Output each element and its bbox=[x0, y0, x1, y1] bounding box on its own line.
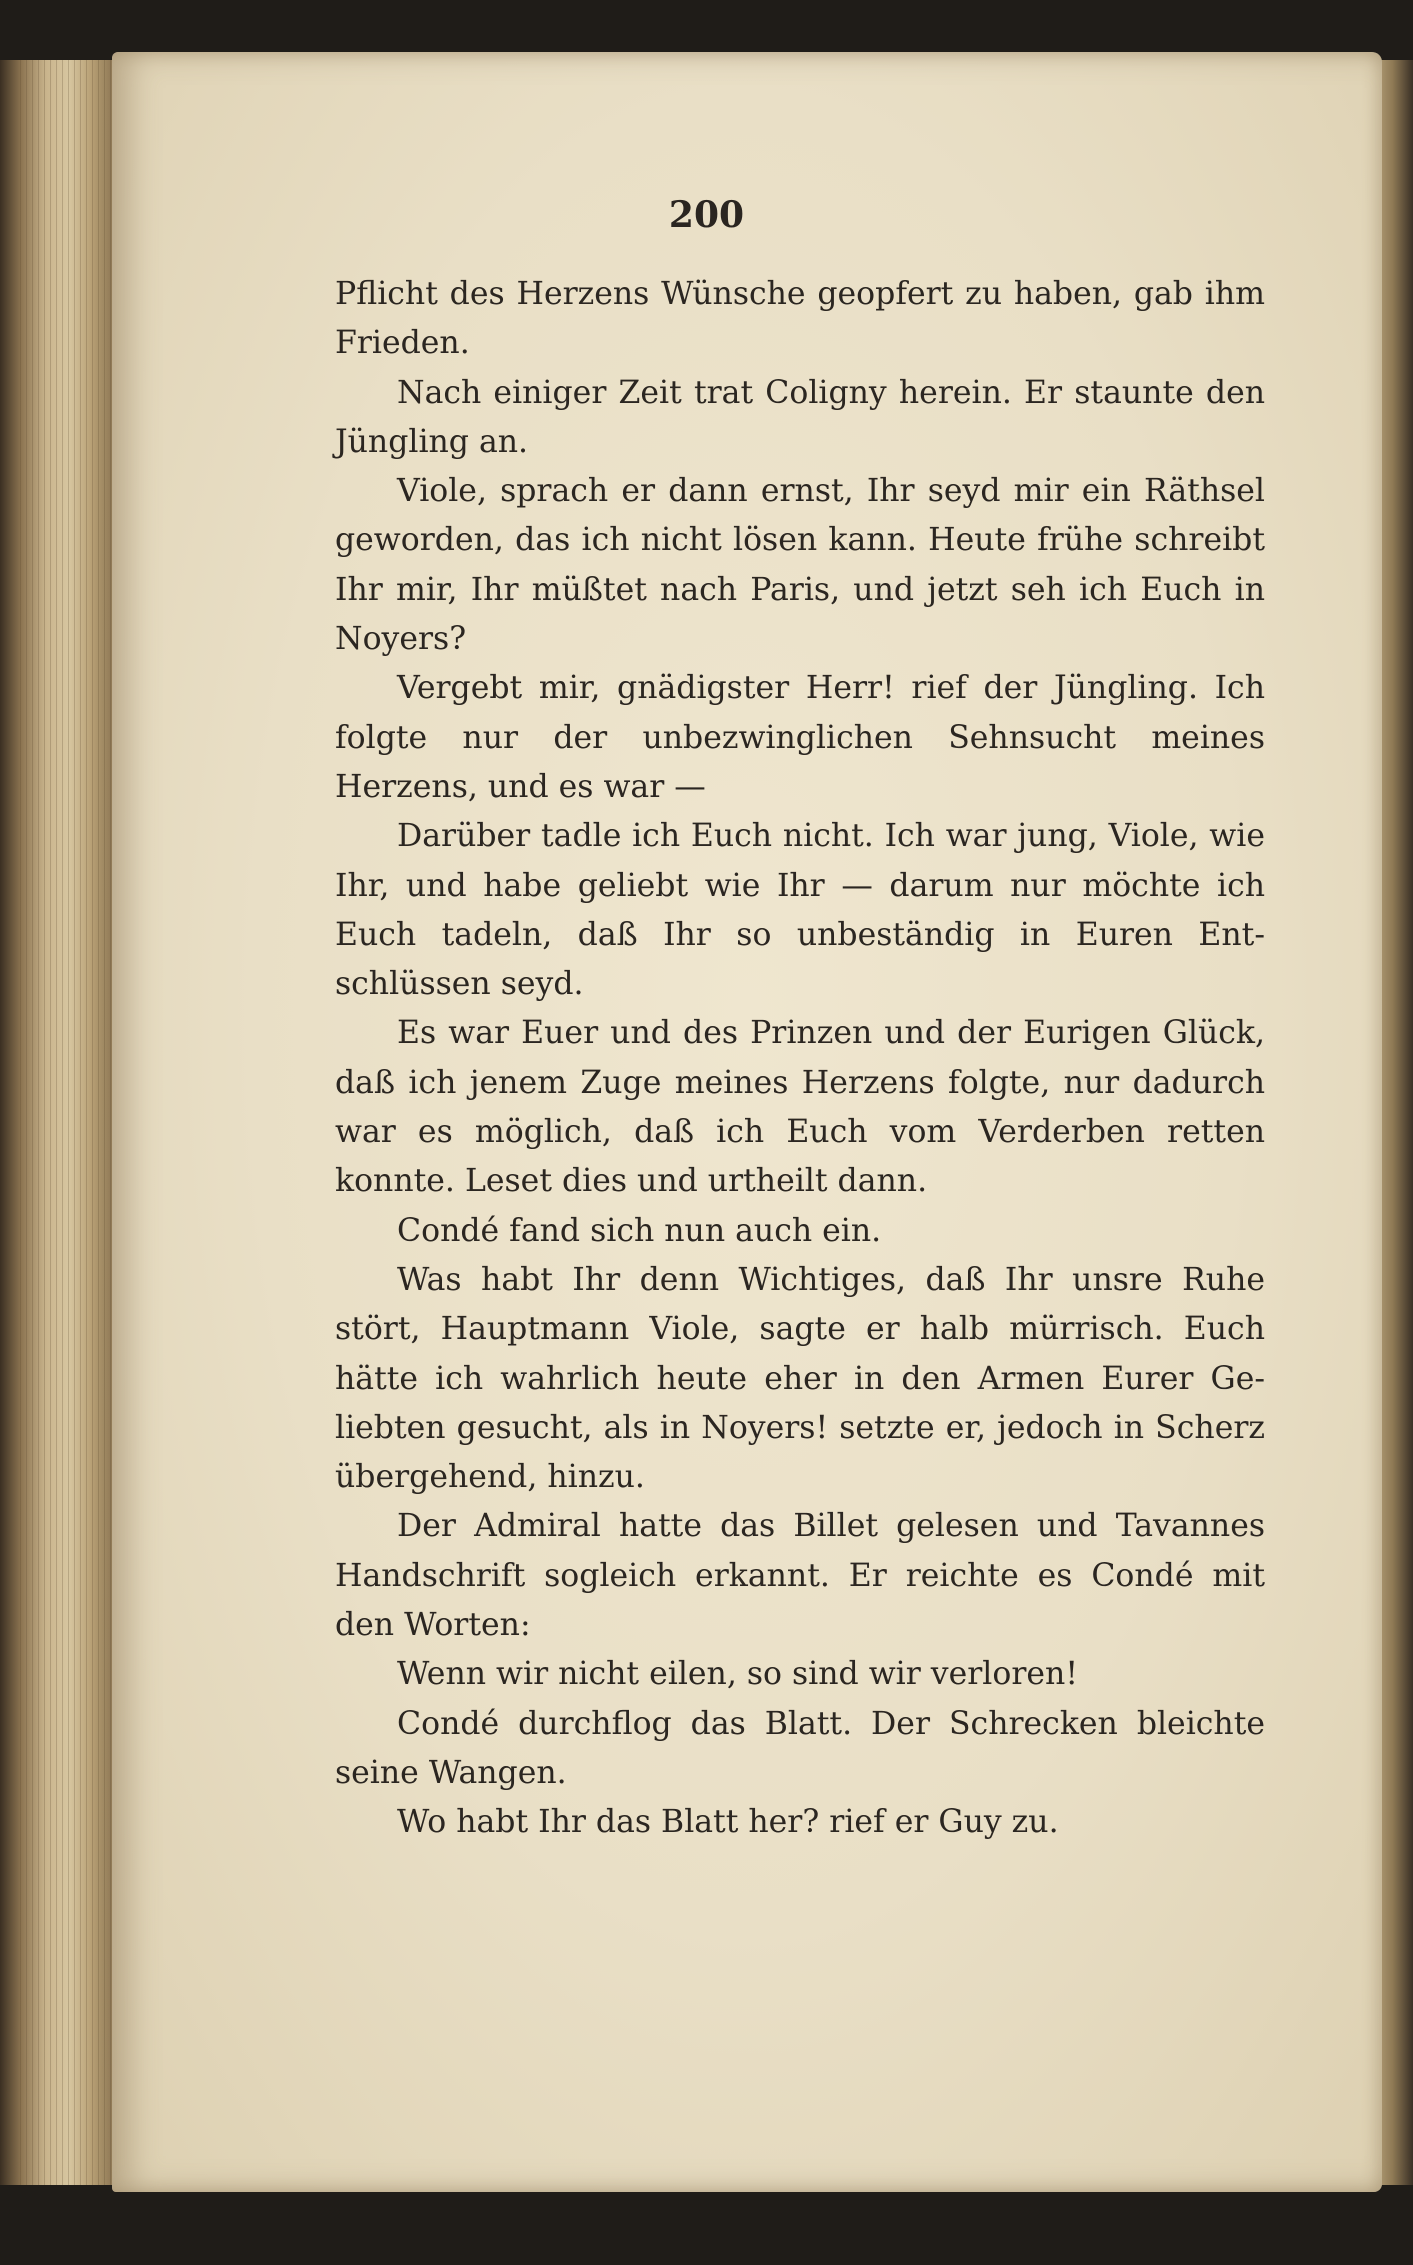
page-number: 200 bbox=[668, 194, 745, 236]
paragraph: Was habt Ihr denn Wichtiges, daß Ihr unsre Ruhe stört, Hauptmann Viole, sagte er halb mürrisch. Euch hätte ich wahrlich heute eher in den Armen Eurer Geliebten gesucht, als in Noyers! setzte er, jedoch in Scherz übergehend, hinzu. bbox=[335, 1261, 1265, 1496]
paragraph: Wo habt Ihr das Blatt her? rief er Guy zu. bbox=[397, 1804, 1059, 1841]
paragraph: Darüber tadle ich Euch nicht. Ich war jung, Viole, wie Ihr, und habe geliebt wie Ihr — darum nur möchte ich Euch tadeln, daß Ihr so unbeständig in Euren Entschlüssen seyd. bbox=[335, 818, 1265, 1003]
paragraph: Condé durchflog das Blatt. Der Schrecken bleichte seine Wangen. bbox=[335, 1705, 1265, 1791]
paragraph: Vergebt mir, gnädigster Herr! rief der Jüngling. Ich folgte nur der unbezwinglichen Sehnsucht meines Herzens, und es war — bbox=[335, 670, 1265, 805]
paragraph: Viole, sprach er dann ernst, Ihr seyd mir ein Räthsel geworden, das ich nicht lösen kann. Heute frühe schreibt Ihr mir, Ihr müßtet nach Paris, und jetzt seh ich Euch in Noyers? bbox=[335, 473, 1265, 658]
paragraph: Wenn wir nicht eilen, so sind wir verloren! bbox=[397, 1656, 1078, 1693]
body-text bbox=[335, 270, 1265, 1848]
paragraph: Pflicht des Herzens Wünsche geopfert zu haben, gab ihm Frieden. bbox=[335, 276, 1265, 362]
paragraph: Condé fand sich nun auch ein. bbox=[397, 1212, 882, 1249]
paragraph: Der Admiral hatte das Billet gelesen und Tavannes Handschrift sogleich erkannt. Er reichte es Condé mit den Worten: bbox=[335, 1508, 1265, 1644]
paragraph: Nach einiger Zeit trat Coligny herein. Er staunte den Jüngling an. bbox=[335, 374, 1265, 460]
page-stack-lines bbox=[20, 60, 115, 2185]
paragraph: Es war Euer und des Prinzen und der Eurigen Glück, daß ich jenem Zuge meines Herzens folgte, nur dadurch war es möglich, daß ich Euch vom Verderben retten konnte. Leset dies und urtheilt dann. bbox=[335, 1015, 1265, 1200]
